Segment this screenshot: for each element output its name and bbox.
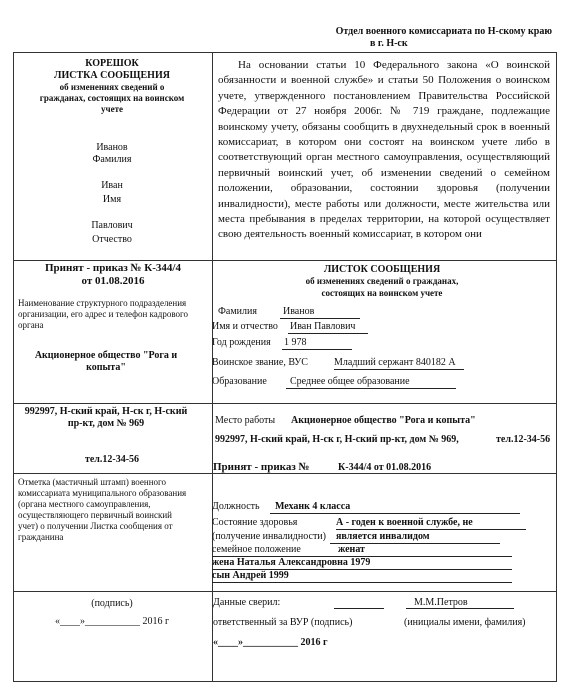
leaflet-family-label: семейное положение [212,544,301,555]
header-line-2: в г. Н-ск [370,38,408,49]
stub-title-2: ЛИСТКА СООБЩЕНИЯ [54,70,170,81]
leaflet-checked-label: Данные сверил: [213,597,281,608]
leaflet-position-value: Механк 4 класса [275,501,351,512]
leaflet-surname-label: Фамилия [218,306,257,317]
birth-underline [282,349,352,350]
stub-surname-value: Иванов [96,142,128,153]
stub-date-line: «____»___________ 2016 г [54,616,170,627]
son-underline [212,582,512,583]
surname-underline [280,318,360,319]
leaflet-order-value: К-344/4 от 01.08.2016 [338,462,432,473]
checked-name-underline [406,608,514,609]
leaflet-wife: жена Наталья Александровна 1979 [212,557,371,568]
leaflet-work-address: 992997, Н-ский край, Н-ск г, Н-ский пр-кт, дом № 969, [215,434,459,445]
leaflet-family-value: женат [338,544,365,555]
stub-name-label: Имя [102,194,122,205]
leaflet-disability-label: (получение инвалидности) [212,531,326,542]
leaflet-position-label: Должность [212,501,260,512]
leaflet-edu-label: Образование [212,376,267,387]
leaflet-birth-label: Год рождения [212,337,271,348]
leaflet-rank-label: Воинское звание, ВУС [212,357,308,368]
leaflet-title-2: об изменениях сведений о гражданах, [305,276,459,286]
stub-surname-label: Фамилия [92,154,132,165]
stub-sign-label: (подпись) [91,598,133,609]
law-text: На основании статьи 10 Федерального закона «О воинской обязанности и военной службе» и статьи 50 Положения о воинском учете, утвержденного постановлением Правительства Российской Федерации от 27 ноября 2006г. № 719 граждане, подлежащие воинскому учету, обязаны сообщить в двухнедельный срок в военный комиссариат, в котором они состоят на воинском учете либо в соответствующий орган местного самоуправления, осуществляющий первичный воинский учет, об изменении сведений о семейном положении, образовании, состоянии здоровья (получении инвалидности), месте работы или должности, месте жительства или места пребывания в пределах территории, на которой осуществляет свою деятельность военный комиссариат, в котором они [218,59,550,241]
leaflet-date-line: «____»___________ 2016 г [213,637,328,648]
stub-patronymic-value: Павлович [91,220,133,231]
checked-sign-underline [334,608,384,609]
leaflet-work-phone: тел.12-34-56 [496,434,551,445]
header-line-1: Отдел военного комиссариата по Н-скому краю [335,26,552,37]
row-line-2 [14,403,556,404]
leaflet-work-value: Акционерное общество "Рога и копыта" [291,415,476,426]
leaflet-resp-initials: (инициалы имени, фамилия) [404,617,526,628]
leaflet-fullname-label: Имя и отчество [212,321,278,332]
rank-underline [334,369,464,370]
leaflet-health-label: Состояние здоровья [212,517,298,528]
position-underline [270,513,520,514]
stub-patronymic-label: Отчество [92,234,132,245]
stub-title-1: КОРЕШОК [85,58,139,69]
leaflet-edu-value: Среднее общее образование [290,376,410,387]
leaflet-fullname-value: Иван Павлович [290,321,356,332]
stub-phone: тел.12-34-56 [84,454,140,465]
stub-address: 992997, Н-ский край, Н-ск г, Н-ский пр-кт, дом № 969 [24,406,188,429]
stub-name-value: Иван [101,180,123,191]
stub-org-label: Наименование структурного подразделения организации, его адрес и телефон кадрового органа [18,298,189,330]
health-underline [336,529,526,530]
leaflet-checked-name: М.М.Петров [414,597,468,608]
fullname-underline [288,333,368,334]
leaflet-work-label: Место работы [215,415,276,426]
edu-underline [286,388,456,389]
leaflet-rank-value: Младший сержант 840182 А [334,357,456,368]
stub-order: Принят - приказ № К-344/4 от 01.08.2016 [44,262,181,287]
stub-stamp-note: Отметка (мастичный штамп) военного комиссариата муниципального образования (органа местного самоуправления, осуществляющего первичный воинский учет) о получении Листка сообщения от гражданина [18,477,187,542]
leaflet-son: сын Андрей 1999 [212,570,289,581]
leaflet-disability-value: является инвалидом [336,531,430,542]
leaflet-surname-value: Иванов [283,306,315,317]
leaflet-title-3: состоящих на воинском учете [321,288,443,298]
row-line-4 [14,591,556,592]
leaflet-birth-value: 1 978 [284,337,307,348]
leaflet-order-label: Принят - приказ № [213,461,310,473]
stub-title-3: об изменениях сведений о гражданах, состоящих на воинском учете [39,82,185,114]
leaflet-health-value: А - годен к военной службе, не [336,517,473,528]
leaflet-title-1: ЛИСТОК СООБЩЕНИЯ [323,264,441,275]
cut-line-1 [14,260,556,261]
leaflet-resp-label: ответственный за ВУР (подпись) [213,617,353,628]
stub-org-name: Акционерное общество "Рога и копыта" [34,350,178,373]
